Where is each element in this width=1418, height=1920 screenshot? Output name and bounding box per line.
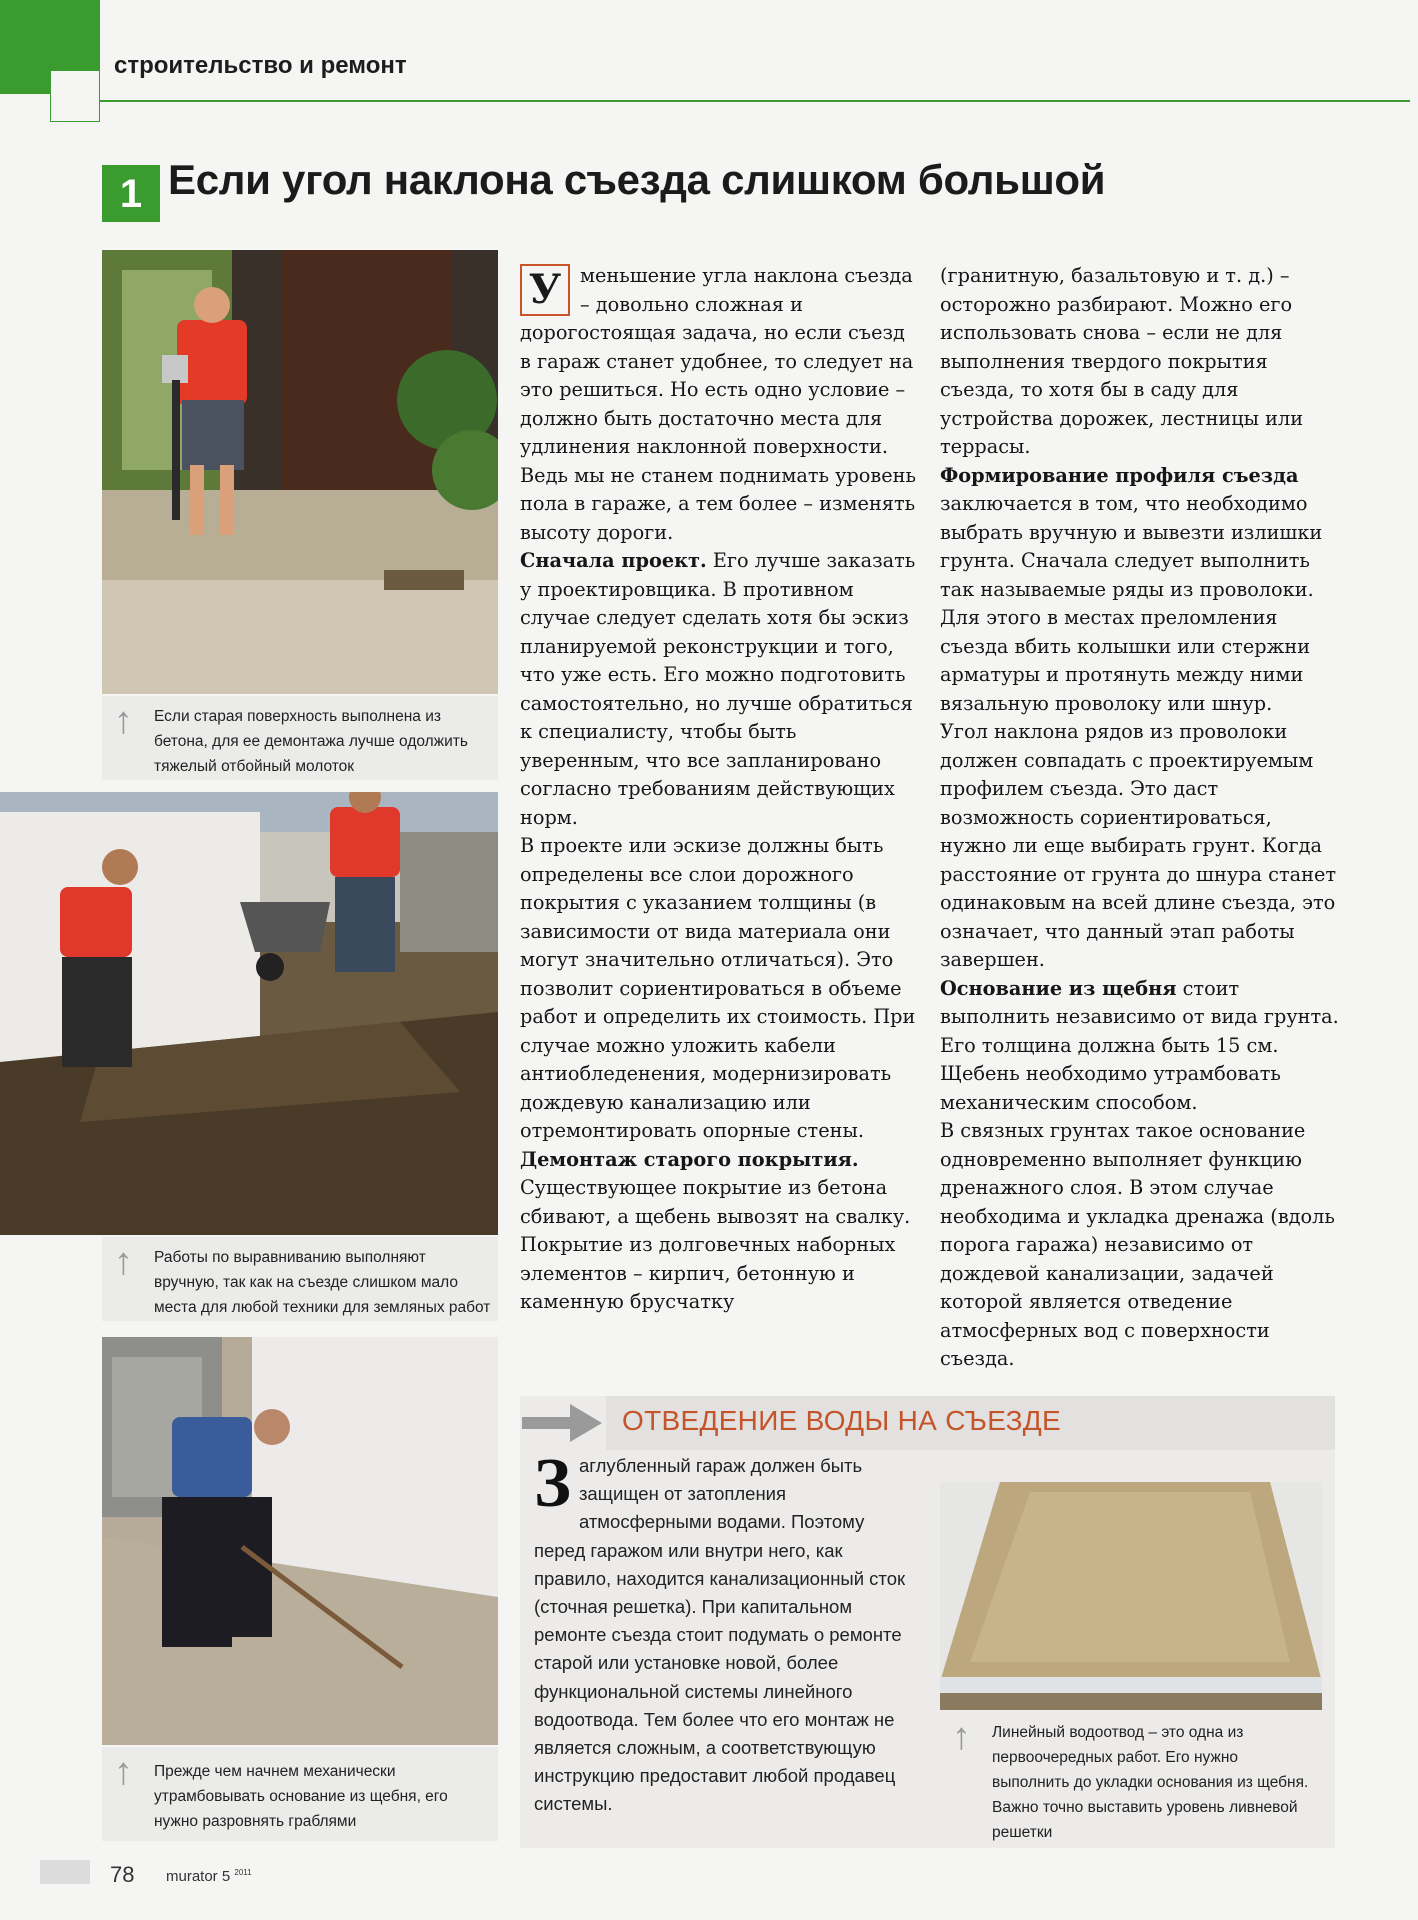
caption-photo-2 bbox=[102, 1237, 498, 1321]
photo-drainage-channel bbox=[940, 1482, 1322, 1710]
dropcap: У bbox=[520, 264, 570, 316]
heading-profile: Формирование профиля съезда bbox=[940, 463, 1299, 487]
arrow-up-icon: ↑ bbox=[114, 700, 133, 742]
photo-shoveling bbox=[0, 792, 498, 1235]
caption-text: Прежде чем начнем механически утрамбовывать основание из щебня, его нужно разровнять граблями bbox=[154, 1763, 448, 1830]
arrow-up-icon: ↑ bbox=[114, 1751, 133, 1793]
caption-photo-1 bbox=[102, 696, 498, 780]
page-number: 78 bbox=[110, 1862, 135, 1887]
text-column-2 bbox=[940, 262, 1340, 1374]
caption-text: Работы по выравниванию выполняют вручную, так как на съезде слишком мало места для любой техники для земляных работ bbox=[154, 1249, 491, 1316]
heading-project: Сначала проект. bbox=[520, 549, 707, 572]
photo-raking bbox=[102, 1337, 498, 1745]
arrow-up-icon: ↑ bbox=[114, 1241, 133, 1283]
header-rule bbox=[100, 100, 1410, 102]
footer-brand bbox=[166, 1868, 252, 1885]
paragraph-drain: В связных грунтах такое основание одновременно выполняет функцию дренажного слоя. В этом случае необходима и укладка дренажа (вдоль порога гаража) независимо от дождевой канализации, задачей которой является отведение атмосферных вод с поверхности съезда. bbox=[940, 1119, 1335, 1370]
caption-text: Линейный водоотвод – это одна из первоочередных работ. Его нужно выполнить до укладки основания из щебня. Важно точно выставить уровень ливневой решетки bbox=[992, 1724, 1309, 1841]
heading-base: Основание из щебня bbox=[940, 976, 1177, 1000]
arrow-up-icon: ↑ bbox=[952, 1716, 971, 1758]
caption-photo-3 bbox=[102, 1747, 498, 1841]
brand-name: murator 5 bbox=[166, 1868, 231, 1885]
caption-sidebar-photo bbox=[940, 1712, 1322, 1841]
arrow-right-icon bbox=[522, 1400, 604, 1446]
section-label: строительство и ремонт bbox=[114, 52, 407, 79]
paragraph-project: Его лучше заказать у проектировщика. В противном случае следует сделать хотя бы эскиз планируемой реконструкции и того, что уже есть. Его можно подготовить самостоятельно, но лучше обратиться к специалисту, чтобы быть уверенным, что все запланировано согласно требованиям действующих норм. bbox=[520, 549, 916, 829]
heading-demolish: Демонтаж старого покрытия. bbox=[520, 1147, 859, 1171]
footer-bar bbox=[40, 1860, 90, 1884]
sidebar-title: ОТВЕДЕНИЕ ВОДЫ НА СЪЕЗДЕ bbox=[622, 1405, 1062, 1436]
page-title: Если угол наклона съезда слишком большой bbox=[168, 156, 1106, 203]
photo-jackhammer bbox=[102, 250, 498, 694]
text-column-1 bbox=[520, 262, 920, 1317]
paragraph-demolish: Существующее покрытие из бетона сбивают, а щебень вывозят на свалку. Покрытие из долговечных наборных элементов – кирпич, бетонную и каменную брусчатку bbox=[520, 1176, 911, 1313]
sidebar-text bbox=[534, 1445, 914, 1819]
sidebar-paragraph: аглубленный гараж должен быть защищен от затопления атмосферными водами. Поэтому перед гаражом или внутри него, как правило, находится канализационный сток (сточная решетка). При капитальном ремонте съезда стоит подумать о ремонте старой или установке новой, более функциональной системы линейного водоотвода. Тем более что его монтаж не является сложным, а соответствующую инструкцию предоставит любой продавец системы. bbox=[534, 1455, 906, 1815]
paragraph-angle: Угол наклона рядов из проволоки должен совпадать с проектируемым профилем съезда. Это даст возможность сориентироваться, нужно ли еще выбирать грунт. Когда расстояние от грунта до шнура станет одинаковым на всей длине съезда, это означает, что данный этап работы завершен. bbox=[940, 720, 1337, 971]
paragraph-profile: заключается в том, что необходимо выбрать вручную и вывезти излишки грунта. Сначала следует выполнить так называемые ряды из проволоки. Для этого в местах преломления съезда вбить колышки или стержни арматуры и протянуть между ними вязальную проволоку или шнур. bbox=[940, 492, 1323, 715]
brand-year: 2011 bbox=[234, 1868, 252, 1877]
intro-paragraph: меньшение угла наклона съезда – довольно сложная и дорогостоящая задача, но если съезд в гараж станет удобнее, то следует на это решиться. Но есть одно условие – должно быть достаточно места для удлинения наклонной поверхности. Ведь мы не станем поднимать уровень пола в гараже, а тем более – изменять высоту дороги. bbox=[520, 264, 917, 544]
corner-notch bbox=[50, 70, 100, 122]
caption-text: Если старая поверхность выполнена из бетона, для ее демонтажа лучше одолжить тяжелый отбойный молоток bbox=[154, 708, 468, 775]
paragraph-base: стоит выполнить независимо от вида грунта. Его толщина должна быть 15 см. Щебень необходимо утрамбовать механическим способом. bbox=[940, 976, 1339, 1114]
paragraph-continuation: (гранитную, базальтовую и т. д.) – осторожно разбирают. Можно его использовать снова – если не для выполнения твердого покрытия съезда, то хотя бы в саду для устройства дорожек, лестницы или террасы. bbox=[940, 264, 1304, 458]
paragraph-layers: В проекте или эскизе должны быть определены все слои дорожного покрытия с указанием толщины (в зависимости от вида материала они могут значительно отличаться). Это позволит сориентироваться в объеме работ и определить их стоимость. При случае можно уложить кабели антиобледенения, модернизировать дождевую канализацию или отремонтировать опорные стены. bbox=[520, 834, 916, 1142]
article-number-badge: 1 bbox=[102, 165, 160, 222]
sidebar-dropcap: З bbox=[534, 1445, 571, 1522]
